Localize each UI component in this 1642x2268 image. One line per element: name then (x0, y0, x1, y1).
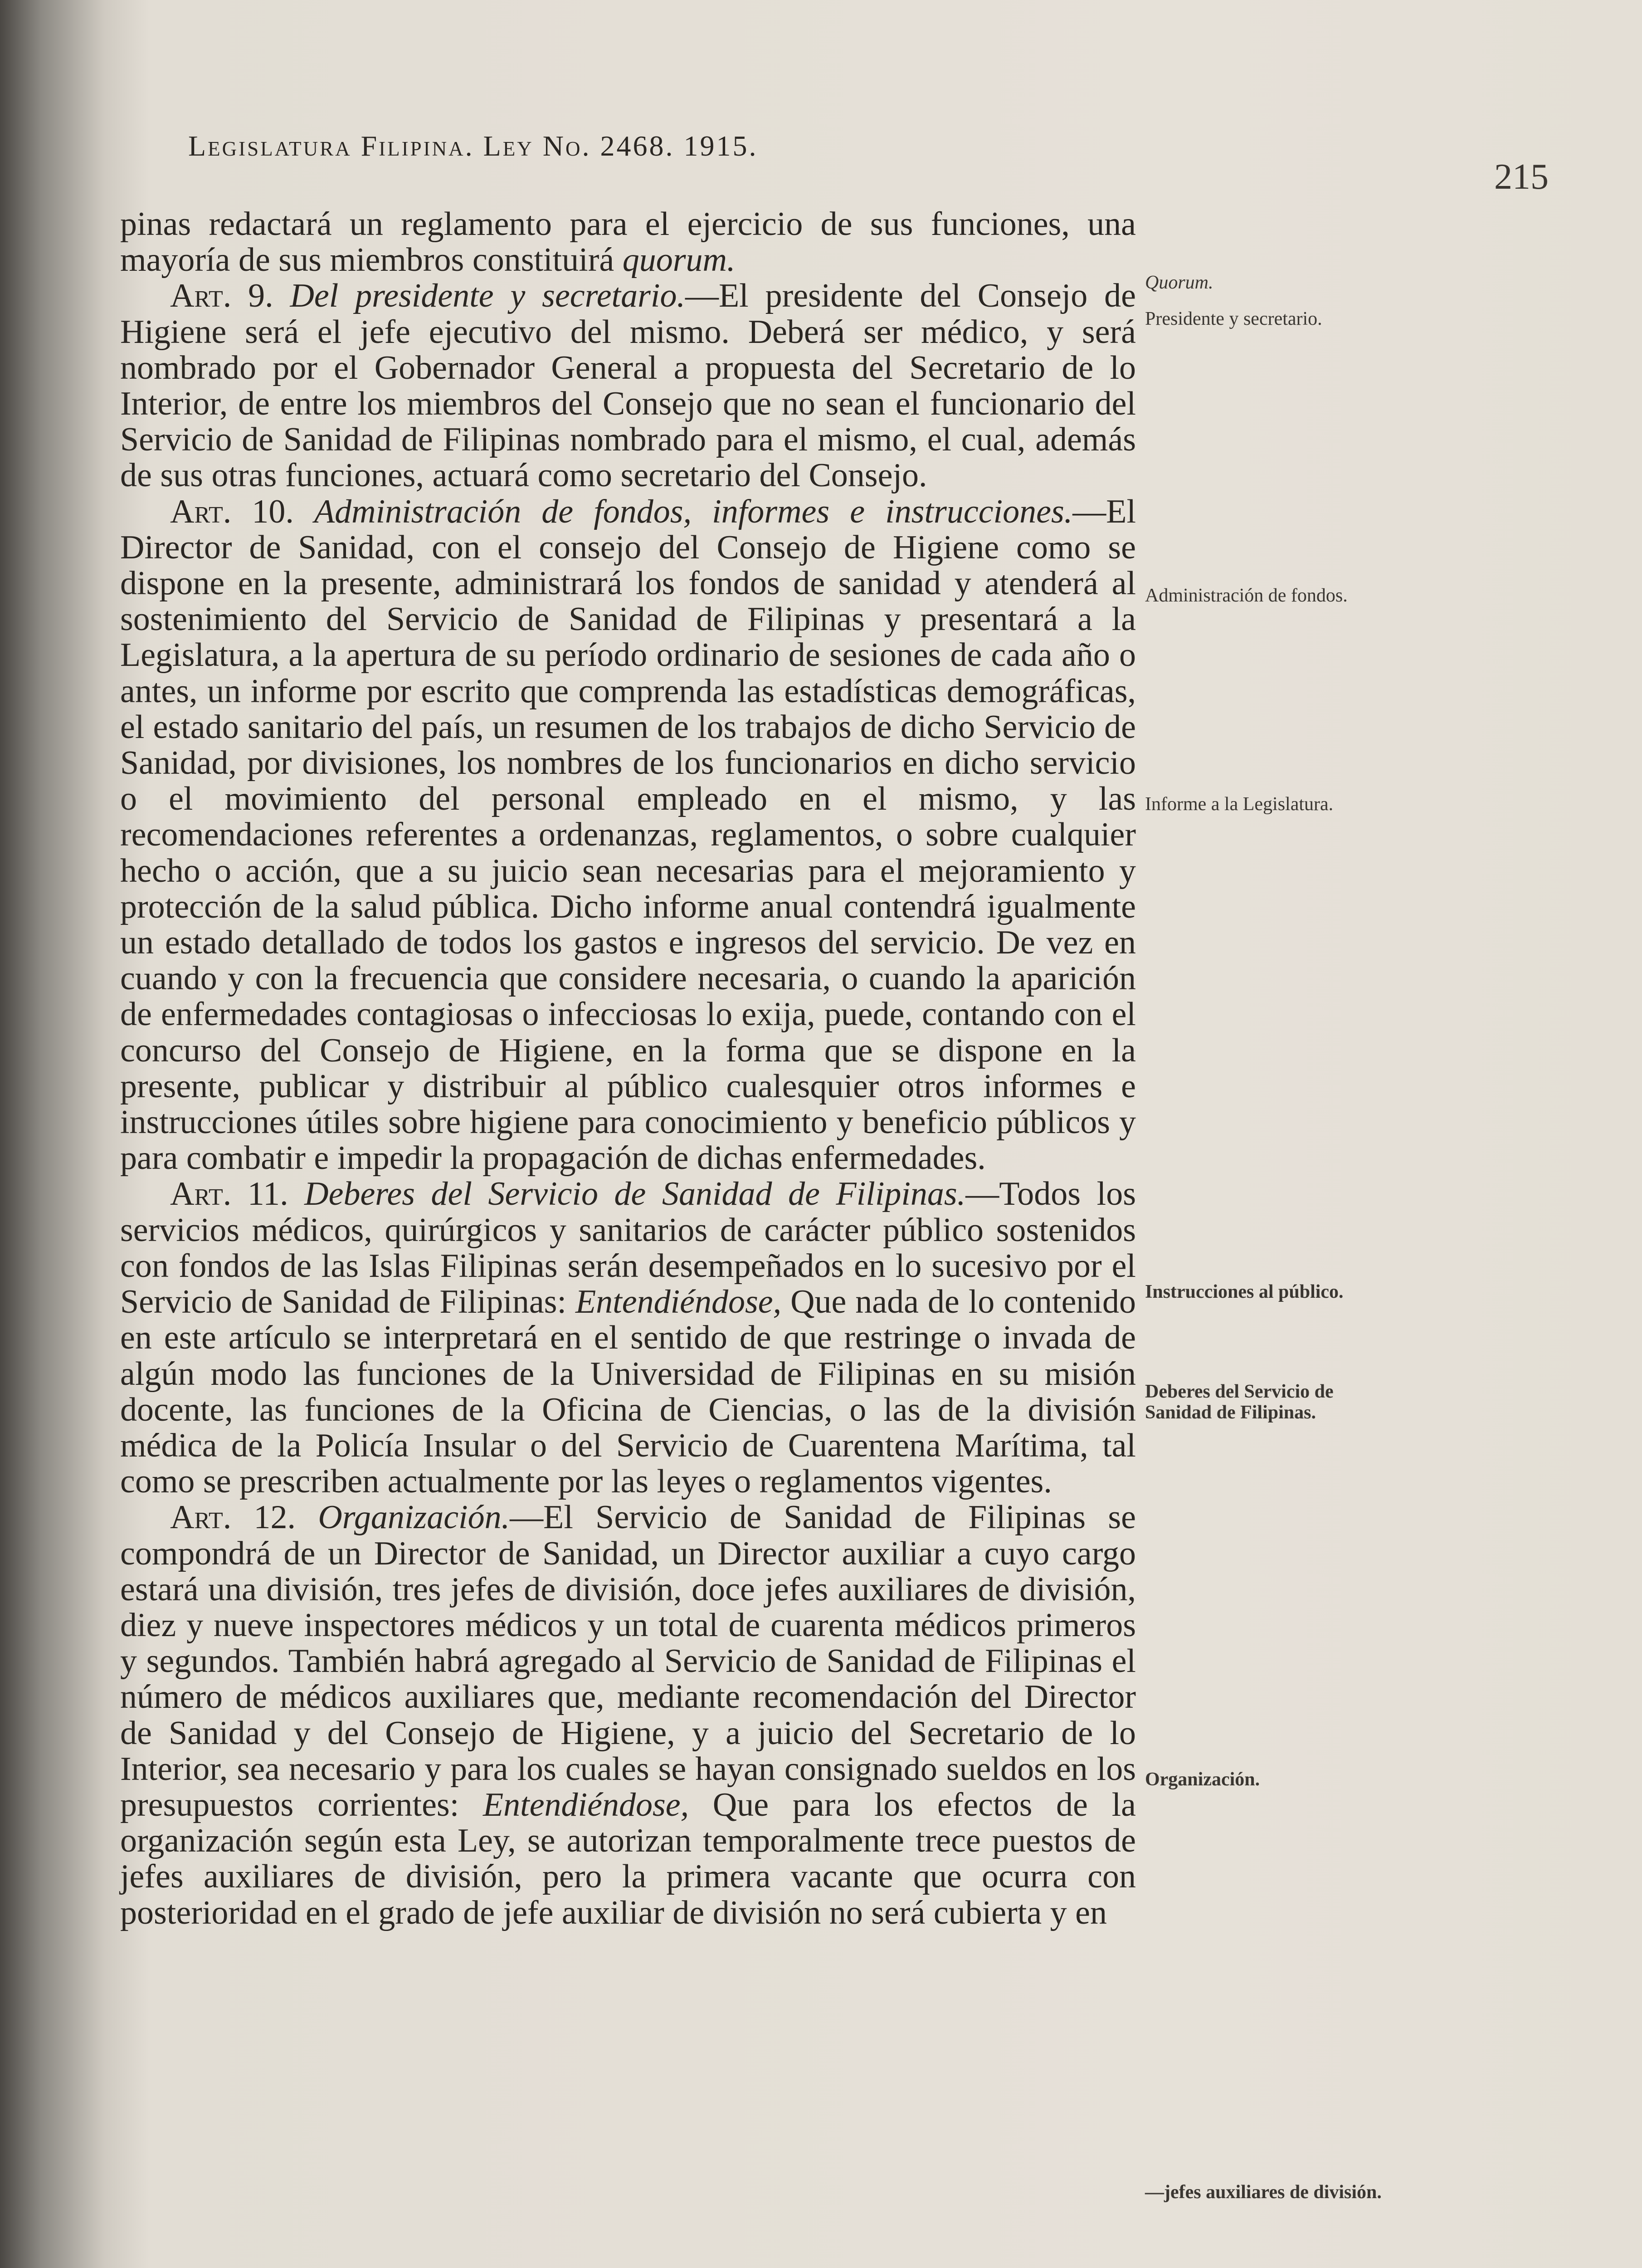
margin-note-jefes: —jefes auxiliares de división. (1145, 2182, 1382, 2203)
article-11 (120, 1176, 1136, 1500)
margin-note-organizacion: Organización. (1145, 1769, 1260, 1790)
margin-note-presidente: Presidente y secretario. (1145, 308, 1322, 329)
article-10 (120, 494, 1136, 1177)
quorum-term: quorum. (622, 241, 736, 279)
article-10-label: Art. 10. (170, 493, 294, 530)
article-12-text: —El Servicio de Sanidad de Filipinas se compondrá de un Director de Sanidad, un Director auxiliar a cuyo cargo estará una división, tres jefes de división, doce jefes auxiliares de división, diez y nueve inspectores médicos y un total de cuarenta médicos primeros y segundos. También habrá agregado al Servicio de Sanidad de Filipinas el número de médicos auxiliares que, mediante recomendación del Director de Sanidad y del Consejo de Higiene, y a juicio del Secretario de lo Interior, sea necesario y para los cuales se hayan consignado sueldos en los presupuestos corrientes: (120, 1499, 1136, 1823)
article-10-title: Administración de fondos, informes e instrucciones. (314, 493, 1073, 530)
margin-note-instrucciones: Instrucciones al público. (1145, 1281, 1344, 1302)
running-head: Legislatura Filipina. Ley No. 2468. 1915. (188, 130, 758, 162)
article-9 (120, 278, 1136, 494)
article-10-text: —El Director de Sanidad, con el consejo del Consejo de Higiene como se dispone en la presente, administrará los fondos de sanidad y atenderá al sostenimiento del Servicio de Sanidad de Filipinas y presentará a la Legislatura, a la apertura de su período ordinario de sesiones de cada año o antes, un informe por escrito que comprenda las estadísticas demográficas, el estado sanitario del país, un resumen de los trabajos de dicho Servicio de Sanidad, por divisiones, los nombres de los funcionarios en dicho servicio o el movimiento del personal empleado en el mismo, y las recomendaciones referentes a ordenanzas, reglamentos, o sobre cualquier hecho o acción, que a su juicio sean necesarias para el mejoramiento y protección de la salud pública. Dicho informe anual contendrá igualmente un estado detallado de todos los gastos e ingresos del servicio. De vez en cuando y con la frecuencia que considere necesaria, o cuando la aparición de enfermedades contagiosas o infecciosas lo exija, puede, contando con el concurso del Consejo de Higiene, en la forma que se dispone en la presente, publicar y distribuir al público cualesquier otros informes e instrucciones útiles sobre higiene para conocimiento y beneficio públicos y para combatir e impedir la propagación de dichas enfermedades. (120, 493, 1136, 1177)
article-9-label: Art. 9. (170, 277, 273, 315)
margin-note-informe: Informe a la Legislatura. (1145, 794, 1334, 815)
article-12-label: Art. 12. (170, 1499, 296, 1536)
article-12 (120, 1500, 1136, 1931)
paragraph-continuation (120, 206, 1136, 278)
margin-note-fondos: Administración de fondos. (1145, 585, 1348, 606)
article-12-proviso: Entendiéndose, (482, 1786, 689, 1823)
article-11-text: —Todos los servicios médicos, quirúrgicos y sanitarios de carácter público sostenidos con fondos de las Islas Filipinas serán desempeñados en lo sucesivo por el Servicio de Sanidad de Filipinas: (120, 1175, 1136, 1321)
body-text (120, 206, 1136, 1931)
article-11-proviso: Entendiéndose, (575, 1283, 782, 1321)
article-12-title: Organización. (318, 1499, 510, 1536)
article-9-text: —El presidente del Consejo de Higiene será el jefe ejecutivo del mismo. Deberá ser médico, y será nombrado por el Gobernador General a propuesta del Secretario de lo Interior, de entre los miembros del Consejo que no sean el funcionario del Servicio de Sanidad de Filipinas nombrado para el mismo, el cual, además de sus otras funciones, actuará como secretario del Consejo. (120, 277, 1136, 494)
continuation-text: pinas redactará un reglamento para el ejercicio de sus funciones, una mayoría de sus miembros constituirá (120, 205, 1136, 279)
article-9-title: Del presidente y secretario. (290, 277, 685, 315)
article-11-title: Deberes del Servicio de Sanidad de Filipinas. (304, 1175, 966, 1213)
margin-note-quorum: Quorum. (1145, 272, 1213, 293)
article-11-label: Art. 11. (170, 1175, 288, 1213)
page-number: 215 (1494, 157, 1549, 197)
article-11-text-2: Que nada de lo contenido en este artículo se interpretará en el sentido de que restringe o invada de algún modo las funciones de la Universidad de Filipinas en su misión docente, las funciones de la Oficina de Ciencias, o las de la división médica de la Policía Insular o del Servicio de Cuarentena Marítima, tal como se prescriben actualmente por las leyes o reglamentos vigentes. (120, 1283, 1136, 1501)
article-12-text-2: Que para los efectos de la organización según esta Ley, se autorizan temporalmente trece puestos de jefes auxiliares de división, pero la primera vacante que ocurra con posterioridad en el grado de jefe auxiliar de división no será cubierta y en (120, 1786, 1136, 1931)
margin-note-deberes: Deberes del Servicio de Sanidad de Filipinas. (1145, 1381, 1334, 1423)
